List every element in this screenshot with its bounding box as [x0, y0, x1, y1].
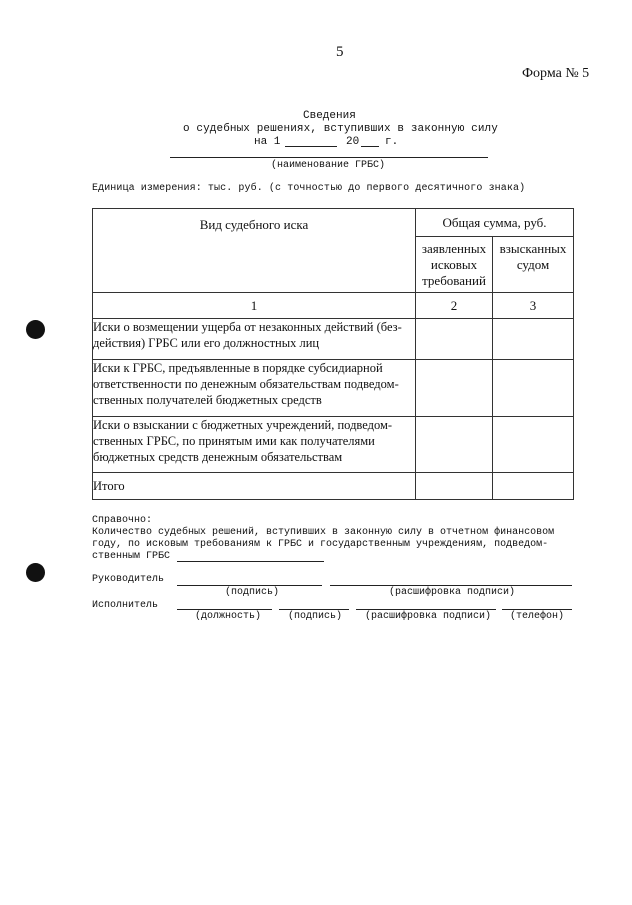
table-row [93, 319, 574, 360]
row-label-line: Иски о возмещении ущерба от незаконных действий (без- [93, 320, 402, 334]
recovered-cell[interactable] [493, 417, 574, 473]
exec-label: Исполнитель [92, 600, 159, 611]
head-decode-line[interactable] [330, 585, 572, 586]
row-label-line: действия) ГРБС или его должностных лиц [93, 336, 320, 350]
row-label [93, 417, 416, 473]
reference-line2: году, по исковым требованиям к ГРБС и государственным учреждениям, подведом- [92, 539, 549, 550]
declared-cell[interactable] [416, 417, 493, 473]
row-label [93, 319, 416, 360]
head-decode-caption: (расшифровка подписи) [389, 587, 516, 598]
col-number-3 [493, 293, 574, 319]
table-row [93, 360, 574, 417]
head-sign-line[interactable] [177, 585, 322, 586]
total-row-label [93, 473, 416, 500]
exec-sign-line[interactable] [279, 609, 349, 610]
row-label-line: ственных получателей бюджетных средств [93, 393, 322, 407]
grbs-caption: (наименование ГРБС) [271, 160, 386, 171]
unit-of-measure: Единица измерения: тыс. руб. (с точностью до первого десятичного знака) [92, 183, 526, 194]
col2-header-line: требований [422, 273, 486, 288]
col1-header [93, 209, 416, 293]
exec-position-line[interactable] [177, 609, 272, 610]
heading-year-line [361, 146, 379, 147]
reference-count-line[interactable] [177, 561, 324, 562]
exec-decode-line[interactable] [356, 609, 496, 610]
total-row-text: Итого [93, 479, 125, 493]
punch-hole-bottom [26, 563, 45, 582]
exec-position-caption: (должность) [195, 611, 262, 622]
heading-date-prefix: на 1 [254, 136, 281, 148]
row-label-line: бюджетных средств денежным обязательствам [93, 450, 343, 464]
head-label: Руководитель [92, 574, 165, 585]
col2-header [416, 237, 493, 293]
col-number-text: 2 [450, 297, 458, 313]
head-sign-caption: (подпись) [225, 587, 280, 598]
heading-line1: Сведения [303, 110, 356, 122]
col3-header-line: взысканных [499, 241, 567, 256]
row-label [93, 360, 416, 417]
row-label-line: Иски к ГРБС, предъявленные в порядке субсидиарной [93, 361, 383, 375]
punch-hole-top [26, 320, 45, 339]
declared-cell[interactable] [416, 360, 493, 417]
recovered-cell[interactable] [493, 319, 574, 360]
col2-header-line: исковых [430, 257, 478, 272]
exec-phone-line[interactable] [502, 609, 572, 610]
declared-total-cell[interactable] [416, 473, 493, 500]
col3-header [493, 237, 574, 293]
heading-year-suffix: г. [385, 136, 399, 148]
reference-title: Справочно: [92, 515, 153, 526]
col-number-1 [93, 293, 416, 319]
exec-phone-caption: (телефон) [510, 611, 565, 622]
heading-line2: о судебных решениях, вступивших в законную силу [183, 123, 498, 135]
page-number: 5 [336, 44, 344, 60]
reference-line1: Количество судебных решений, вступивших в законную силу в отчетном финансовом [92, 527, 555, 538]
col2-header-line: заявленных [421, 241, 487, 256]
total-amount-header [416, 209, 574, 237]
form-label: Форма № 5 [522, 66, 590, 81]
row-label-line: Иски о взыскании с бюджетных учреждений, подведом- [93, 418, 393, 432]
col-number-2 [416, 293, 493, 319]
exec-decode-caption: (расшифровка подписи) [365, 611, 492, 622]
row-label-line: ственных ГРБС, по принятым ими как получателями [93, 434, 375, 448]
recovered-cell[interactable] [493, 360, 574, 417]
row-label-line: ответственности по денежным обязательствам подведом- [93, 377, 399, 391]
grbs-name-line [170, 157, 488, 158]
total-amount-header-text: Общая сумма, руб. [442, 215, 547, 230]
col3-header-line: судом [516, 257, 550, 272]
total-row [93, 473, 574, 500]
heading-date-line [285, 146, 337, 147]
exec-sign-caption: (подпись) [288, 611, 343, 622]
table-row [93, 417, 574, 473]
declared-cell[interactable] [416, 319, 493, 360]
court-decisions-table [92, 208, 574, 500]
col-number-text: 1 [250, 297, 258, 313]
col1-header-text: Вид судебного иска [199, 217, 309, 232]
reference-line3: ственным ГРБС [92, 551, 171, 562]
recovered-total-cell[interactable] [493, 473, 574, 500]
col-number-text: 3 [529, 297, 537, 313]
heading-year-prefix: 20 [346, 136, 360, 148]
